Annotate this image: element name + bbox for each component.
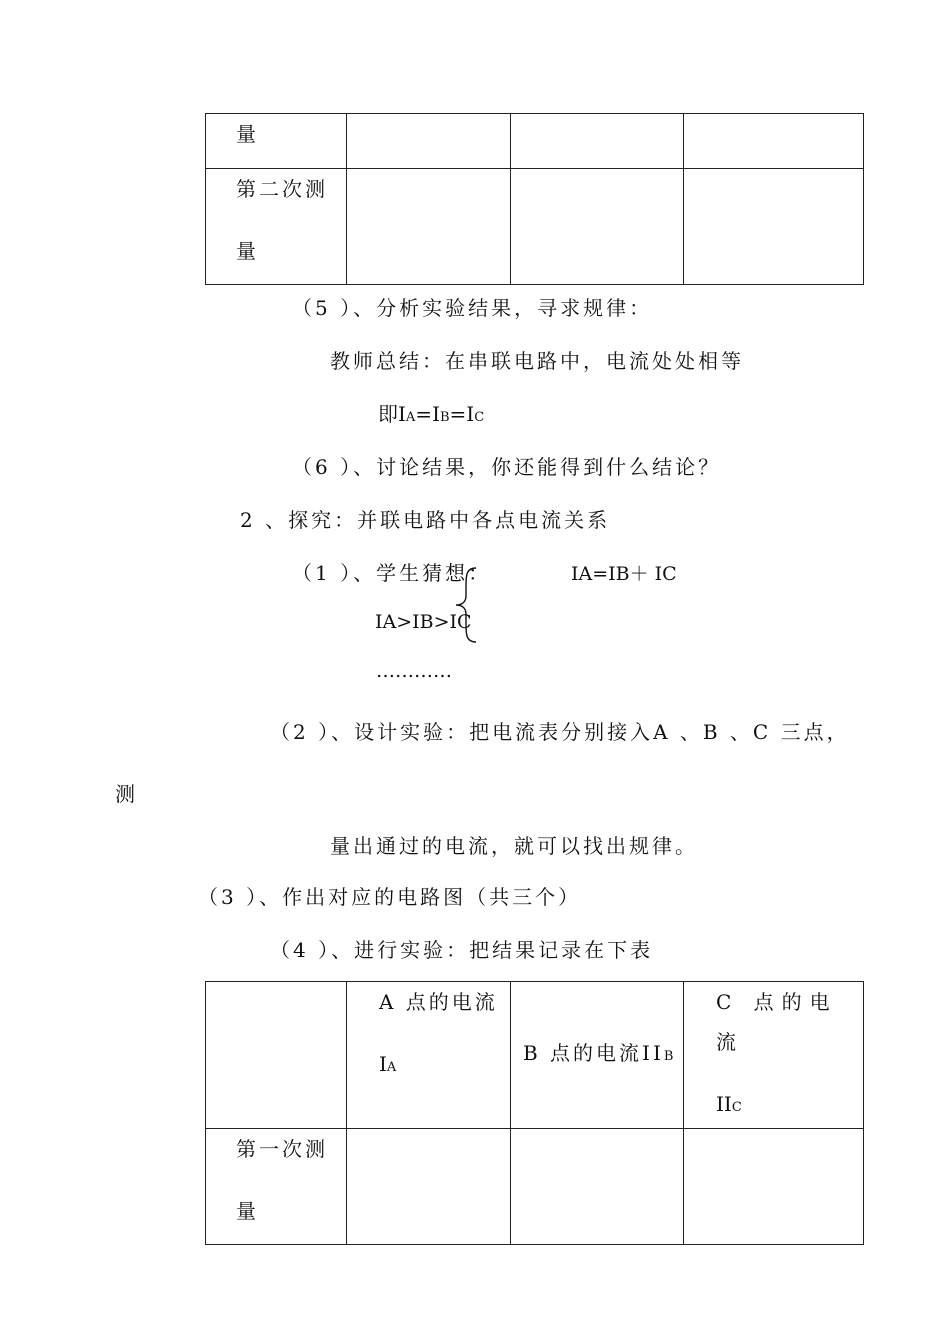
subscript-b: B (663, 1049, 674, 1064)
data-cell (511, 114, 684, 169)
data-cell (347, 114, 511, 169)
data-cell (511, 169, 684, 285)
symbol-i: I (432, 402, 440, 426)
parallel-measurement-table (205, 981, 864, 1245)
step5-text: （5 ）、分析实验结果，寻求规律： (292, 296, 653, 320)
subscript-a: A (386, 1060, 397, 1075)
row-label-cell (206, 169, 347, 285)
subscript-b: B (439, 410, 450, 425)
header-col-a-line2 (347, 1044, 510, 1088)
section2-heading: 2 、探究：并联电路中各点电流关系 (240, 508, 611, 532)
step1-text: （1 ）、学生猜想： (292, 561, 492, 585)
ellipsis: ………… (376, 660, 452, 682)
subscript-a: A (405, 410, 416, 425)
step3-text: （3 ）、作出对应的电路图（共三个） (198, 885, 582, 909)
data-cell (684, 1129, 864, 1245)
header-col-c-line1: C 点的电流 (716, 990, 838, 1054)
table-row (206, 114, 864, 169)
row-label: 量 (236, 122, 259, 146)
table-header-row (206, 982, 864, 1129)
step2-text: （2 ）、设计实验：把电流表分别接入A 、B 、C 三点， (270, 720, 850, 744)
data-cell (684, 114, 864, 169)
data-cell (511, 1129, 684, 1245)
row-label: 量 (236, 1199, 259, 1223)
header-empty-cell (206, 982, 347, 1129)
symbol-i: I (398, 402, 406, 426)
data-cell (347, 1129, 511, 1245)
data-cell (684, 169, 864, 285)
header-col-c (684, 982, 864, 1129)
equals-sign: = (415, 402, 433, 426)
table-row (206, 1129, 864, 1245)
header-col-a (347, 982, 511, 1129)
step2-line2: 量出通过的电流，就可以找出规律。 (330, 834, 698, 858)
header-col-a-line1: A 点的电流 (379, 990, 498, 1014)
step2-continuation: 测 (115, 782, 138, 806)
step6-text: （6 ）、讨论结果，你还能得到什么结论？ (292, 455, 722, 479)
row-label: 第二次测 (236, 177, 328, 201)
subscript-c: C (474, 410, 485, 425)
symbol-i: I (379, 1052, 387, 1076)
header-col-b-text: B 点的电流II (523, 1041, 664, 1065)
row-label-cell (206, 1129, 347, 1245)
header-col-b-label (511, 1033, 683, 1077)
data-cell (347, 169, 511, 285)
step4-text: （4 ）、进行实验：把结果记录在下表 (270, 938, 654, 962)
guess-equal-sum: IA=IB＋ IC (571, 563, 677, 585)
subscript-c: C (731, 1100, 742, 1115)
curly-brace-icon (452, 566, 482, 644)
symbol-ii: II (716, 1092, 732, 1116)
table-row (206, 169, 864, 285)
header-col-c-line2 (684, 1084, 863, 1128)
teacher-summary: 教师总结：在串联电路中，电流处处相等 (330, 349, 744, 373)
row-label: 量 (236, 239, 259, 263)
equals-sign: = (449, 402, 467, 426)
top-measurement-table (205, 113, 864, 285)
row-label: 第一次测 (236, 1137, 328, 1161)
series-equation (378, 398, 484, 427)
equation-prefix: 即 (378, 402, 398, 426)
guess-decreasing: IA>IB>IC (375, 611, 472, 633)
row-label-cell (206, 114, 347, 169)
symbol-i: I (466, 402, 475, 426)
header-col-b (511, 982, 684, 1129)
